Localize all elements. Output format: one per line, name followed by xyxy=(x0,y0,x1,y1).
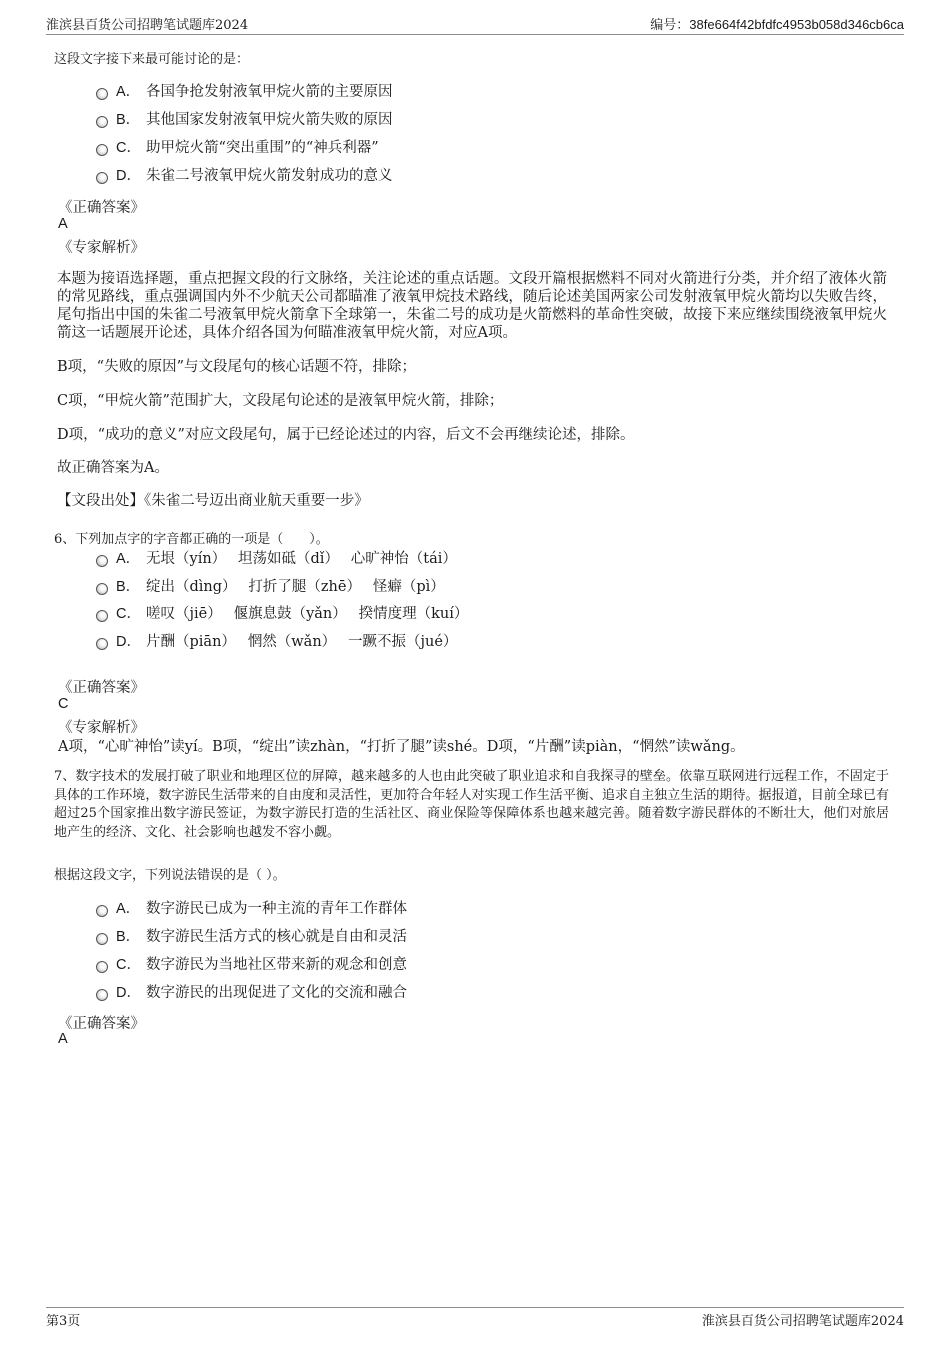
q5-analysis-label: 《专家解析》 xyxy=(58,240,145,256)
page-footer xyxy=(46,1307,904,1328)
radio-icon[interactable] xyxy=(96,933,108,945)
q7-stem: 根据这段文字，下列说法错误的是（ ）。 xyxy=(54,868,286,883)
q6-analysis-label: 《专家解析》 xyxy=(58,720,145,736)
q5-analysis-main: 本题为接语选择题，重点把握文段的行文脉络，关注论述的重点话题。文段开篇根据燃料不同对火箭进行分类，并介绍了液体火箭的常见路线，重点强调国内外不少航天公司都瞄准了液氧甲烷技术路线，随后论述美国两家公司发射液氧甲烷火箭均以失败告终，尾句指出中国的朱雀二号液氧甲烷火箭拿下全球第一，朱雀二号的成功是火箭燃料的革命性突破，故接下来应继续围绕液氧甲烷火箭这一话题展开论述，具体介绍各国为何瞄准液氧甲烷火箭，对应A项。 xyxy=(57,271,887,341)
q6-stem: 6、下列加点字的字音都正确的一项是（ ）。 xyxy=(54,532,329,547)
radio-icon[interactable] xyxy=(96,555,108,567)
q6-option-b[interactable]: B． 绽出（dìng） 打折了腿（zhē） 怪癖（pì） xyxy=(96,577,445,597)
q7-option-c[interactable]: C． 数字游民为当地社区带来新的观念和创意 xyxy=(96,955,407,975)
page-header xyxy=(46,14,904,35)
q7-option-d[interactable]: D． 数字游民的出现促进了文化的交流和融合 xyxy=(96,983,407,1003)
q5-option-a[interactable]: A． 各国争抢发射液氧甲烷火箭的主要原因 xyxy=(96,82,393,102)
q7-answer-label: 《正确答案》 xyxy=(58,1016,145,1032)
q5-analysis-d: D项，“成功的意义”对应文段尾句，属于已经论述过的内容，后文不会再继续论述，排除。 xyxy=(57,427,635,443)
q7-answer: A xyxy=(58,1031,68,1047)
q5-option-d[interactable]: D． 朱雀二号液氧甲烷火箭发射成功的意义 xyxy=(96,166,393,186)
q5-option-b[interactable]: B． 其他国家发射液氧甲烷火箭失败的原因 xyxy=(96,110,393,130)
radio-icon[interactable] xyxy=(96,172,108,184)
q6-option-a[interactable]: A． 无垠（yín） 坦荡如砥（dǐ） 心旷神怡（tái） xyxy=(96,549,457,569)
radio-icon[interactable] xyxy=(96,905,108,917)
q7-option-b[interactable]: B． 数字游民生活方式的核心就是自由和灵活 xyxy=(96,927,407,947)
q5-option-c[interactable]: C． 助甲烷火箭“突出重围”的“神兵利器” xyxy=(96,138,379,158)
q6-option-c[interactable]: C． 嗟叹（jiē） 偃旗息鼓（yǎn） 揆情度理（kuí） xyxy=(96,604,468,624)
q6-option-d[interactable]: D． 片酬（piān） 惘然（wǎn） 一蹶不振（jué） xyxy=(96,632,457,652)
footer-title: 淮滨县百货公司招聘笔试题库2024 xyxy=(701,1314,904,1329)
q5-conclusion: 故正确答案为A。 xyxy=(57,460,169,476)
radio-icon[interactable] xyxy=(96,961,108,973)
q5-answer: A xyxy=(58,216,68,232)
q5-analysis-c: C项，“甲烷火箭”范围扩大，文段尾句论述的是液氧甲烷火箭，排除； xyxy=(57,393,504,409)
footer-page-number: 第3页 xyxy=(46,1314,81,1329)
q5-answer-label: 《正确答案》 xyxy=(58,200,145,216)
radio-icon[interactable] xyxy=(96,610,108,622)
radio-icon[interactable] xyxy=(96,88,108,100)
radio-icon[interactable] xyxy=(96,989,108,1001)
radio-icon[interactable] xyxy=(96,144,108,156)
q7-passage: 7、数字技术的发展打破了职业和地理区位的屏障，越来越多的人也由此突破了职业追求和自我探寻的壁垒。依靠互联网进行远程工作，不固定于具体的工作环境，数字游民生活带来的自由度和灵活性，更加符合年轻人对实现工作生活平衡、追求自主独立生活的期待。据报道，目前全球已有超过25个国家推出数字游民签证，为数字游民打造的生活社区、商业保险等保障体系也越来越完善。随着数字游民群体的不断壮大，他们对旅居地产生的经济、文化、社会影响也越发不容小觑。 xyxy=(54,769,889,840)
q7-option-a[interactable]: A． 数字游民已成为一种主流的青年工作群体 xyxy=(96,899,407,919)
q6-analysis: A项，“心旷神怡”读yí。B项，“绽出”读zhàn，“打折了腿”读shé。D项，“片酬”读piàn，“惘然”读wǎng。 xyxy=(58,739,745,755)
q5-analysis-b: B项，“失败的原因”与文段尾句的核心话题不符，排除； xyxy=(57,359,416,375)
radio-icon[interactable] xyxy=(96,116,108,128)
header-code: 编号：38fe664f42bfdfc4953b058d346cb6ca xyxy=(650,17,904,33)
radio-icon[interactable] xyxy=(96,638,108,650)
header-title: 淮滨县百货公司招聘笔试题库2024 xyxy=(46,18,249,33)
q5-source: 【文段出处】《朱雀二号迈出商业航天重要一步》 xyxy=(57,493,369,509)
q6-answer: C xyxy=(58,696,69,712)
q5-stem: 这段文字接下来最可能讨论的是： xyxy=(54,52,250,67)
radio-icon[interactable] xyxy=(96,583,108,595)
q6-answer-label: 《正确答案》 xyxy=(58,680,145,696)
